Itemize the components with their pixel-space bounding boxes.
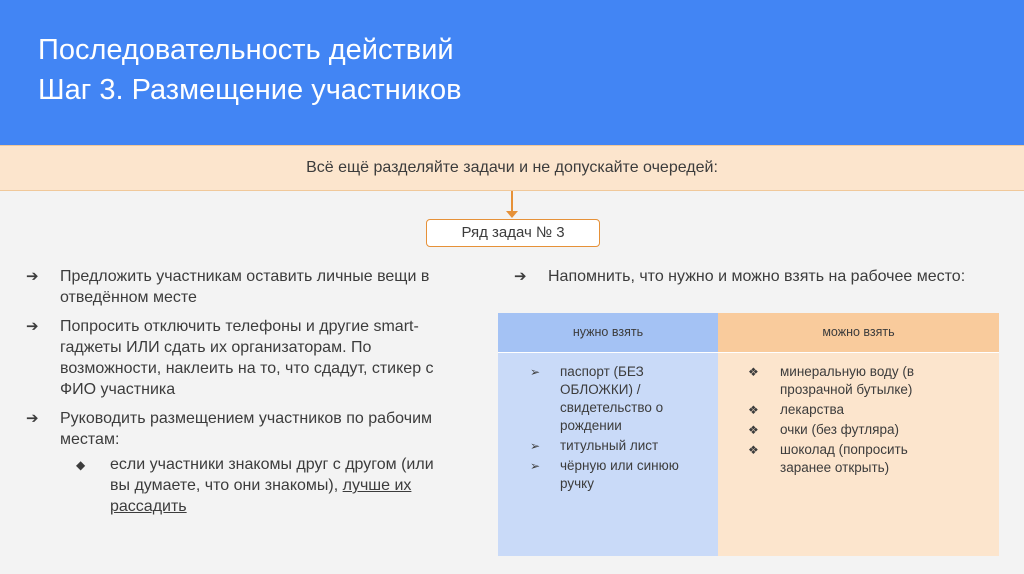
may-bring-text: лекарства [780, 402, 845, 417]
list-item [26, 266, 452, 308]
list-item [26, 316, 452, 400]
may-bring-text: минеральную воду (в прозрачной бутылке) [780, 364, 915, 397]
list-item-text: Предложить участникам оставить личные вещи в отведённом месте [60, 268, 430, 306]
items-table [498, 313, 999, 556]
must-bring-text: титульный лист [560, 438, 659, 453]
arrow-right-icon: ➔ [26, 318, 39, 335]
must-bring-text: паспорт (БЕЗ ОБЛОЖКИ) / свидетельство о рождении [560, 364, 664, 433]
must-bring-text: чёрную или синюю ручку [560, 458, 679, 491]
list-item-text: Попросить отключить телефоны и другие smart-гаджеты ИЛИ сдать их организаторам. По возможности, наклеить на то, что сдадут, стикер с ФИО участника [60, 318, 434, 398]
sub-list-item [76, 454, 452, 517]
title-line-1: Последовательность действий [38, 34, 454, 66]
may-bring-text: шоколад (попросить заранее открыть) [780, 442, 908, 475]
four-diamond-icon: ❖ [748, 443, 759, 457]
right-column [514, 266, 980, 295]
four-diamond-icon: ❖ [748, 403, 759, 417]
sub-item-link-text: лучше их рассадить [110, 477, 412, 515]
chevron-arrow-icon: ➢ [530, 459, 541, 473]
list-item [514, 266, 980, 287]
must-bring-item [498, 437, 718, 455]
must-bring-header: нужно взять [498, 313, 718, 353]
may-bring-item [718, 441, 999, 477]
arrow-right-icon: ➔ [26, 410, 39, 427]
list-item [26, 408, 452, 450]
instruction-banner: Всё ещё разделяйте задачи и не допускайте очередей: [0, 145, 1024, 191]
title-line-2: Шаг 3. Размещение участников [38, 74, 462, 106]
chevron-arrow-icon: ➢ [530, 365, 541, 379]
left-column [26, 266, 452, 517]
may-bring-column [718, 313, 999, 556]
arrow-right-icon: ➔ [26, 268, 39, 285]
chevron-arrow-icon: ➢ [530, 439, 541, 453]
sub-item-text: если участники знакомы друг с другом (или вы думаете, что они знакомы), [110, 456, 434, 494]
arrow-right-icon: ➔ [514, 268, 527, 285]
may-bring-header: можно взять [718, 313, 999, 353]
list-item-text: Напомнить, что нужно и можно взять на рабочее место: [548, 268, 966, 285]
list-item-text: Руководить размещением участников по рабочим местам: [60, 410, 432, 448]
four-diamond-icon: ❖ [748, 365, 759, 379]
down-arrow-icon [506, 211, 518, 218]
four-diamond-icon: ❖ [748, 423, 759, 437]
may-bring-item [718, 401, 999, 419]
slide-header [0, 0, 1024, 145]
slide-title [38, 30, 461, 110]
task-row-box: Ряд задач № 3 [426, 219, 600, 247]
may-bring-item [718, 363, 999, 399]
may-bring-text: очки (без футляра) [780, 422, 899, 437]
may-bring-item [718, 421, 999, 439]
must-bring-column [498, 313, 718, 556]
must-bring-item [498, 457, 718, 493]
must-bring-item [498, 363, 718, 435]
diamond-icon: ◆ [76, 458, 86, 472]
